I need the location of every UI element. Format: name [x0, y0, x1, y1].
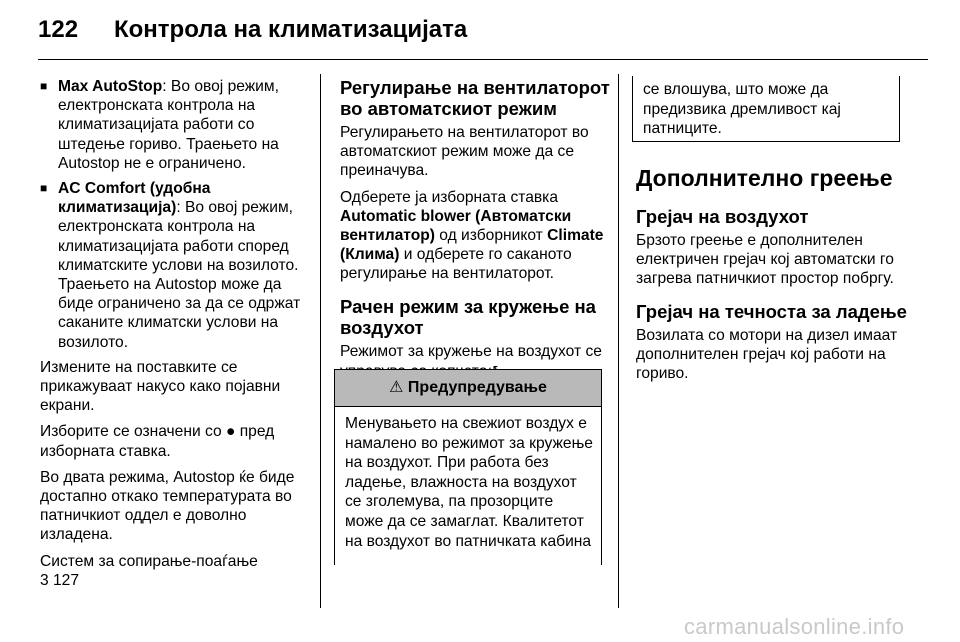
heading-coolant-heater: Грејач на течноста за ладење: [636, 300, 907, 322]
page-header: [38, 14, 928, 58]
bullet-label: Max AutoStop: [58, 78, 163, 95]
bullet-ac-comfort: [40, 179, 310, 352]
heading-fan-auto: Регулирање на вентилаторот во автоматскиот режим: [340, 77, 610, 119]
header-rule: [38, 59, 928, 60]
warning-title: Предупредување: [407, 379, 547, 396]
paragraph: [40, 422, 310, 460]
page-number: 122: [38, 16, 79, 43]
text: пред изборната ставка.: [40, 423, 275, 460]
page-title: Контрола на климатизацијата: [114, 16, 468, 43]
warning-box: [334, 369, 602, 565]
paragraph: [40, 552, 310, 590]
menu-item-name: Automatic blower (Автоматски вентилатор): [340, 207, 572, 245]
menu-name: Climate (Клима): [340, 227, 604, 264]
paragraph: Во двата режима, Autostop ќе биде достапно откако температурата во патничкиот оддел е доволно изладена.: [40, 468, 295, 544]
column-3: [636, 150, 916, 390]
paragraph: Брзото греење е дополнителен електричен грејач кој автоматски го загрева патничкиот простор побргу.: [636, 232, 894, 288]
paragraph: Измените на поставките се прикажуваат накусо како појавни екрани.: [40, 358, 281, 415]
bullet-text: : Во овој режим, електронската контрола на климатизацијата работи со штедење гориво. Траењето на Autostop не е ограничено.: [58, 78, 279, 172]
warning-body: Менувањето на свежиот воздух е намалено во режимот за кружење на воздухот. При работа без ладење, влажноста на воздухот се зголемува, па прозорците може да се замаглат. Квалитетот на воздухот во патничката кабина: [345, 415, 593, 550]
column-1: [40, 77, 310, 597]
warning-header: [335, 369, 601, 407]
watermark: carmanualsonline.info: [684, 614, 905, 639]
heading-air-heater: Грејач на воздухот: [636, 206, 809, 227]
text: од изборникот: [434, 227, 548, 245]
bullet-max-autostop: [40, 77, 310, 173]
text: Режимот за кружење на воздухот се: [340, 342, 602, 360]
dot-marker-icon: ●: [225, 423, 236, 441]
text: и одберете го саканото регулирање на вентилаторот.: [340, 246, 572, 283]
heading-recirculation: Рачен режим за кружење на воздухот: [340, 295, 596, 338]
heading-additional-heating: Дополнително греење: [636, 165, 893, 191]
bullet-text: : Во овој режим, електронската контрола на климатизацијата работи според климатските услови на возилото. Траењето на Autostop може да биде ограничено за да се одржат саканите климатски услови на возилото.: [58, 199, 301, 351]
text: Одберете ја изборната ставка: [340, 188, 559, 206]
text: Изборите се означени со: [40, 423, 226, 441]
column-divider-1: [320, 74, 321, 608]
column-2: [340, 77, 610, 388]
column-divider-2: [618, 74, 619, 608]
paragraph: [340, 188, 610, 284]
page-reference-link[interactable]: 3 127: [40, 571, 80, 589]
bullet-label: AC Comfort (удобна климатизација): [58, 180, 211, 217]
paragraph: Возилата со мотори на дизел имаат дополнителен грејач кој работи на гориво.: [636, 326, 898, 383]
warning-continuation-box: се влошува, што може да предизвика дремливост кај патниците.: [632, 76, 900, 142]
paragraph: Регулирањето на вентилаторот во автоматскиот режим може да се преиначува.: [340, 124, 589, 180]
warning-icon: ⚠: [389, 379, 404, 396]
text: Систем за сопирање-поаѓање: [40, 552, 258, 570]
